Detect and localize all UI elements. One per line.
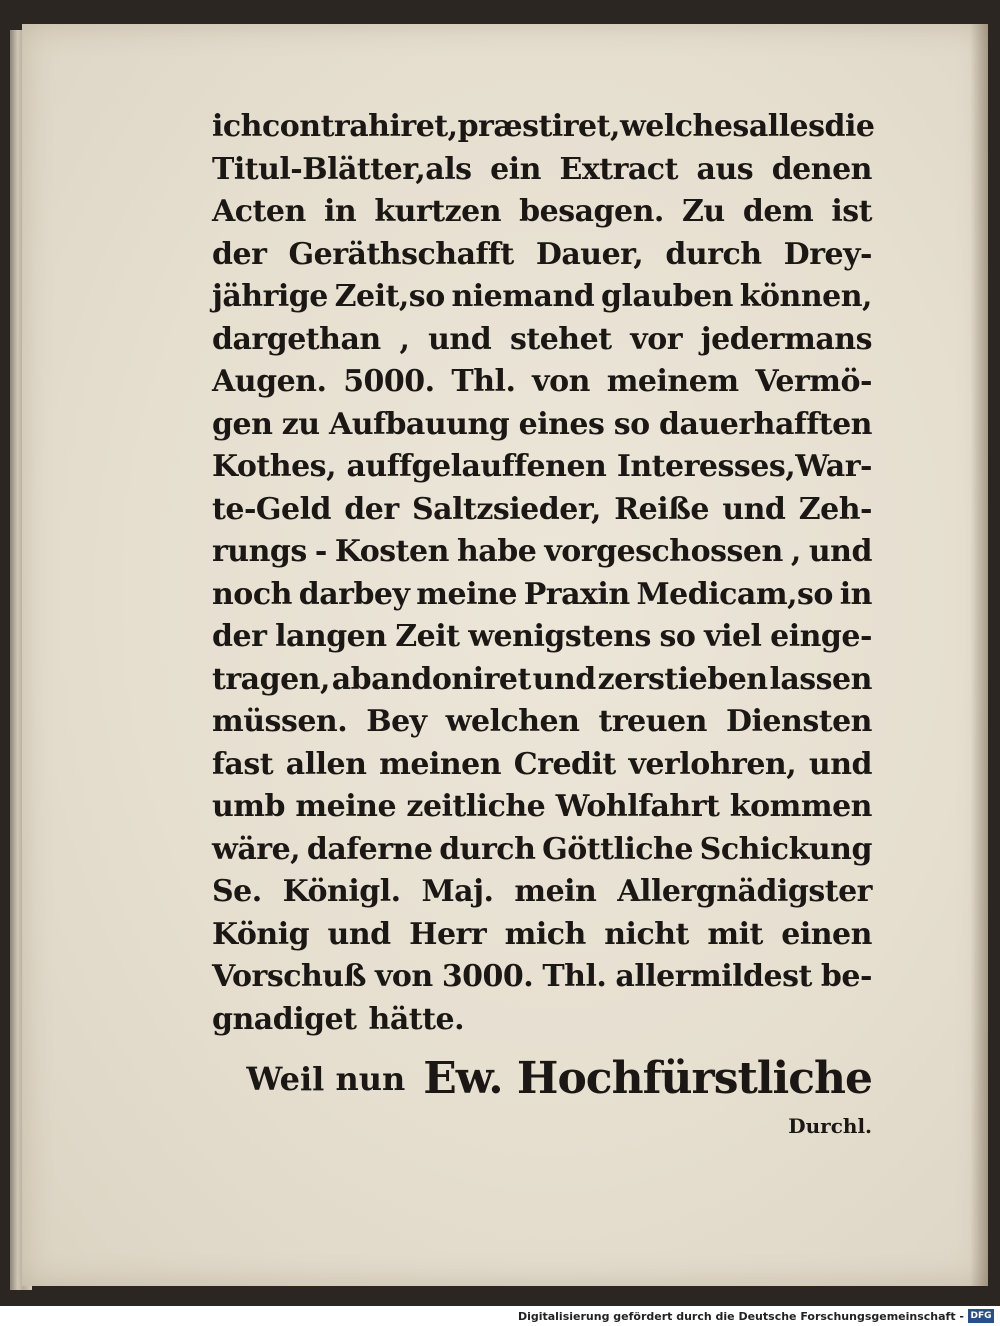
word: Kothes, bbox=[212, 449, 337, 484]
word: durch bbox=[439, 831, 536, 867]
word: Vermö- bbox=[755, 364, 872, 399]
text-line bbox=[212, 319, 872, 362]
word: Se. bbox=[212, 874, 262, 909]
text-line bbox=[212, 914, 872, 957]
word: 3000. bbox=[441, 959, 534, 994]
word: kommen bbox=[729, 789, 872, 824]
word: tragen, bbox=[212, 661, 330, 697]
footer-credit: Digitalisierung gefördert durch die Deutsche Forschungsgemeinschaft - bbox=[517, 1309, 964, 1323]
word: 5000. bbox=[343, 364, 435, 399]
word: , bbox=[790, 534, 801, 569]
closing-lead: Weil nun bbox=[246, 1060, 406, 1098]
word: und bbox=[722, 491, 786, 527]
word: der bbox=[212, 236, 267, 272]
word: be- bbox=[820, 959, 872, 994]
word: Aufbauung bbox=[328, 406, 510, 442]
text-line bbox=[212, 489, 872, 532]
text-block bbox=[212, 106, 875, 1141]
word: meinem bbox=[606, 364, 739, 399]
word: und bbox=[428, 321, 492, 357]
word: wenigstens bbox=[468, 619, 651, 654]
footer bbox=[0, 1306, 1000, 1326]
word: und bbox=[808, 534, 872, 569]
word: Zeh- bbox=[798, 491, 872, 527]
catchword: Durchl. bbox=[788, 1114, 872, 1138]
text-line bbox=[212, 404, 872, 447]
word: die bbox=[824, 109, 875, 144]
text-line bbox=[212, 106, 875, 149]
word: eines bbox=[518, 406, 605, 442]
word: nicht bbox=[604, 916, 689, 952]
word: Diensten bbox=[726, 704, 872, 739]
word: und bbox=[327, 916, 391, 952]
word: , bbox=[399, 321, 410, 357]
word: fast bbox=[212, 746, 274, 782]
text-line bbox=[212, 871, 872, 914]
word: der bbox=[212, 619, 267, 654]
dfg-logo: DFG bbox=[968, 1309, 994, 1323]
word: in bbox=[323, 194, 357, 229]
word: umb bbox=[212, 789, 286, 824]
word: allen bbox=[285, 746, 367, 782]
word: können, bbox=[739, 279, 872, 314]
word: - bbox=[314, 534, 327, 569]
word: Extract bbox=[559, 151, 678, 187]
word: so bbox=[659, 619, 696, 654]
word: Allergnädigster bbox=[617, 874, 872, 909]
word: Thl. bbox=[542, 959, 607, 994]
word: zerstieben bbox=[597, 661, 768, 697]
word: Acten bbox=[212, 194, 306, 229]
word: einge- bbox=[770, 619, 872, 654]
word: Herr bbox=[409, 916, 487, 952]
word: einen bbox=[781, 916, 872, 952]
word: meinen bbox=[379, 746, 502, 782]
word: Praxin bbox=[523, 576, 630, 612]
word: müssen. bbox=[212, 704, 348, 739]
text-line bbox=[212, 361, 872, 404]
word: glauben bbox=[600, 279, 733, 314]
word: gnadiget bbox=[212, 1001, 357, 1037]
word: vor bbox=[630, 321, 683, 357]
word: Dauer, bbox=[535, 236, 644, 272]
text-line bbox=[212, 446, 872, 489]
word: Göttliche bbox=[542, 831, 693, 867]
word: langen bbox=[275, 619, 387, 654]
word: welchen bbox=[445, 704, 580, 739]
word: besagen. bbox=[519, 194, 664, 229]
word: wäre, bbox=[212, 831, 301, 867]
text-line bbox=[212, 149, 872, 192]
word: kurtzen bbox=[374, 194, 502, 229]
text-line bbox=[212, 701, 872, 744]
word: Maj. bbox=[421, 874, 494, 909]
word: Kosten bbox=[334, 534, 449, 569]
word: so bbox=[613, 406, 650, 442]
word: mein bbox=[514, 874, 597, 909]
text-line bbox=[212, 999, 872, 1042]
page-shadow bbox=[970, 24, 988, 1286]
word: hätte. bbox=[368, 1001, 465, 1037]
word: mit bbox=[707, 916, 763, 952]
word: abandoniret bbox=[331, 661, 531, 697]
text-line bbox=[212, 786, 872, 829]
closing-line bbox=[212, 1041, 872, 1111]
word: Zeit,so bbox=[334, 279, 445, 314]
word: jährige bbox=[212, 279, 328, 314]
word: Geräthschafft bbox=[288, 236, 514, 272]
word: mich bbox=[504, 916, 586, 952]
word: zeitliche bbox=[406, 789, 546, 824]
word: dargethan bbox=[212, 321, 381, 357]
text-line bbox=[212, 659, 872, 702]
word: jedermans bbox=[700, 321, 872, 357]
word: verlohren, bbox=[628, 746, 797, 782]
text-line bbox=[212, 234, 872, 277]
word: dauerhafften bbox=[659, 406, 872, 442]
word: te-Geld bbox=[212, 491, 331, 527]
word: Interesses,War- bbox=[616, 449, 872, 484]
closing-title: Ew. Hochfürstliche bbox=[423, 1053, 872, 1104]
word: der bbox=[344, 491, 399, 527]
text-lines bbox=[212, 106, 875, 1041]
word: Drey- bbox=[783, 236, 872, 272]
word: habe bbox=[456, 534, 537, 569]
word: noch bbox=[212, 576, 292, 612]
text-line bbox=[212, 531, 872, 574]
word: viel bbox=[704, 619, 762, 654]
word: vorgeschossen bbox=[544, 534, 783, 569]
word: Saltzsieder, bbox=[411, 491, 601, 527]
text-line bbox=[212, 829, 872, 872]
word: denen bbox=[771, 151, 872, 187]
word: stehet bbox=[509, 321, 612, 357]
word: zu bbox=[281, 406, 320, 442]
text-line bbox=[212, 616, 872, 659]
word: allermildest bbox=[615, 959, 812, 994]
word: Zu bbox=[682, 194, 725, 229]
word: von bbox=[532, 364, 590, 399]
word: auffgelauffenen bbox=[346, 449, 607, 484]
text-line bbox=[212, 276, 872, 319]
word: Bey bbox=[366, 704, 427, 739]
text-line bbox=[212, 956, 872, 999]
word: gen bbox=[212, 406, 273, 442]
word: aus bbox=[696, 151, 754, 187]
word: rungs bbox=[212, 534, 307, 569]
text-line bbox=[212, 191, 872, 234]
text-line bbox=[212, 574, 872, 617]
word: und bbox=[808, 746, 872, 782]
word: ein bbox=[490, 151, 541, 187]
word: von bbox=[374, 959, 433, 994]
word: Zeit bbox=[395, 619, 460, 654]
text-line bbox=[212, 744, 872, 787]
word: meine bbox=[416, 576, 517, 612]
word: Credit bbox=[513, 746, 616, 782]
word: Medicam,so bbox=[636, 576, 833, 612]
word: meine bbox=[295, 789, 397, 824]
word: darbey bbox=[298, 576, 410, 612]
word: Augen. bbox=[212, 364, 327, 399]
word: und bbox=[532, 661, 596, 697]
word: alles bbox=[748, 109, 825, 144]
word: treuen bbox=[598, 704, 707, 739]
word: Vorschuß bbox=[212, 959, 366, 994]
word: in bbox=[839, 576, 872, 612]
word: lassen bbox=[769, 661, 872, 697]
word: ist bbox=[831, 194, 872, 229]
word: ich bbox=[212, 109, 262, 144]
word: contrahiret,præstiret,welches bbox=[261, 109, 749, 144]
word: durch bbox=[665, 236, 762, 272]
word: Reiße bbox=[614, 491, 709, 527]
word: niemand bbox=[451, 279, 595, 314]
word: Thl. bbox=[451, 364, 516, 399]
word: Wohlfahrt bbox=[555, 789, 720, 824]
word: Titul-Blätter,als bbox=[212, 151, 472, 187]
word: Königl. bbox=[282, 874, 401, 909]
word: König bbox=[212, 916, 310, 952]
word: dem bbox=[742, 194, 814, 229]
word: Schickung bbox=[699, 831, 872, 867]
word: daferne bbox=[306, 831, 433, 867]
